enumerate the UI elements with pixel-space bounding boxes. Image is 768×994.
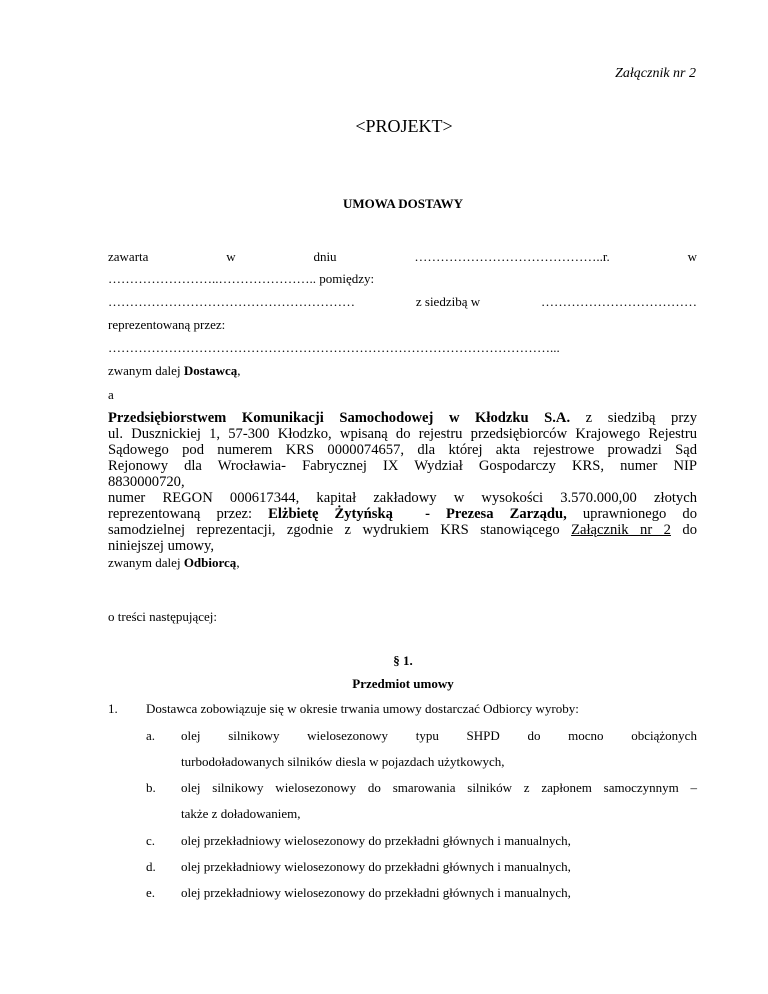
- item-word: do: [527, 728, 541, 743]
- item-letter: c.: [146, 833, 156, 848]
- item-word: wielosezonowy: [307, 728, 389, 743]
- intro-line-2: ……………………..………………….. pomiędzy:: [108, 271, 375, 286]
- recipient-paragraph: [108, 410, 697, 554]
- recipient-text: do: [670, 522, 697, 538]
- recipient-line: Rejonowy dla Wrocławia- Fabrycznej IX Wydział Gospodarczy KRS, numer NIP: [108, 458, 697, 474]
- item-text: olej przekładniowy wielosezonowy do przekładni głównych i manualnych,: [181, 833, 571, 848]
- intro-word: z siedzibą w: [415, 294, 481, 309]
- supplier-alias: [108, 363, 241, 379]
- recipient-alias: [108, 555, 240, 571]
- intro-line-3: [108, 294, 697, 310]
- intro-line-4: reprezentowaną przez:: [108, 317, 226, 332]
- attachment-label: Załącznik nr 2: [615, 66, 696, 81]
- recipient-text: [393, 506, 425, 522]
- section-title: Przedmiot umowy: [352, 676, 454, 691]
- recipient-line: [108, 410, 697, 426]
- supplier-seat-placeholder: ………………………………: [540, 294, 697, 309]
- item-letter: a.: [146, 728, 156, 743]
- point-number: 1.: [108, 701, 118, 716]
- attachment-reference: Załącznik nr 2: [571, 522, 671, 538]
- intro-line-1: [108, 249, 697, 265]
- item-text: także z doładowaniem,: [181, 806, 301, 821]
- recipient-text: uprawnionego do: [566, 506, 698, 522]
- recipient-name: Przedsiębiorstwem Komunikacji Samochodowej w Kłodzku S.A.: [108, 410, 571, 426]
- section-sign: § 1.: [393, 653, 413, 668]
- item-letter: e.: [146, 885, 156, 900]
- item-text: [181, 728, 697, 744]
- recipient-alias-name: Odbiorcą: [183, 555, 237, 570]
- content-intro: o treści następującej:: [108, 609, 218, 624]
- alias-post: ,: [237, 363, 241, 378]
- item-letter: b.: [146, 780, 156, 795]
- recipient-line: 8830000720,: [108, 474, 185, 490]
- supplier-name-placeholder: …………………………………………………: [108, 294, 355, 309]
- document-title: UMOWA DOSTAWY: [342, 196, 464, 211]
- representative-placeholder: …………………………………………………………………………………………...: [108, 340, 560, 355]
- item-text: olej przekładniowy wielosezonowy do przekładni głównych i manualnych,: [181, 859, 571, 874]
- alias-pre: zwanym dalej: [108, 363, 184, 378]
- recipient-line: [108, 522, 697, 538]
- item-word: silnikowy: [228, 728, 280, 743]
- item-word: typu: [415, 728, 439, 743]
- president-role: - Prezesa Zarządu,: [425, 506, 567, 522]
- recipient-line: numer REGON 000617344, kapitał zakładowy w wysokości 3.570.000,00 złotych: [108, 490, 697, 506]
- item-text: turbodoładowanych silników diesla w pojazdach użytkowych,: [181, 754, 505, 769]
- recipient-line: niniejszej umowy,: [108, 538, 215, 554]
- point-text: Dostawca zobowiązuje się w okresie trwania umowy dostarczać Odbiorcy wyroby:: [146, 701, 579, 716]
- recipient-text: z siedzibą przy: [570, 410, 697, 426]
- recipient-line: ul. Dusznickiej 1, 57-300 Kłodzko, wpisaną do rejestru przedsiębiorców Krajowego Rejestru: [108, 426, 697, 442]
- date-placeholder: ……………………………………..r.: [414, 249, 610, 264]
- intro-word: w: [687, 249, 697, 264]
- intro-word: zawarta: [108, 249, 149, 264]
- alias-post: ,: [236, 555, 240, 570]
- recipient-line: [108, 506, 697, 522]
- item-letter: d.: [146, 859, 156, 874]
- project-label: <PROJEKT>: [355, 116, 453, 136]
- conjunction: a: [108, 387, 114, 402]
- recipient-text: samodzielnej reprezentacji, zgodnie z wydrukiem KRS stanowiącego: [108, 522, 572, 538]
- intro-word: dniu: [313, 249, 337, 264]
- item-text: olej przekładniowy wielosezonowy do przekładni głównych i manualnych,: [181, 885, 571, 900]
- recipient-text: reprezentowaną przez:: [108, 506, 269, 522]
- item-text: olej silnikowy wielosezonowy do smarowania silników z zapłonem samoczynnym –: [181, 780, 697, 795]
- item-word: obciążonych: [631, 728, 697, 743]
- item-word: SHPD: [466, 728, 500, 743]
- intro-word: w: [226, 249, 236, 264]
- alias-pre: zwanym dalej: [108, 555, 184, 570]
- recipient-line: Sądowego pod numerem KRS 0000074657, dla której akta rejestrowe prowadzi Sąd: [108, 442, 697, 458]
- item-word: olej: [181, 728, 201, 743]
- supplier-alias-name: Dostawcą: [183, 363, 238, 378]
- president-name: Elżbietę Żytyńską: [268, 506, 393, 522]
- item-word: mocno: [568, 728, 604, 743]
